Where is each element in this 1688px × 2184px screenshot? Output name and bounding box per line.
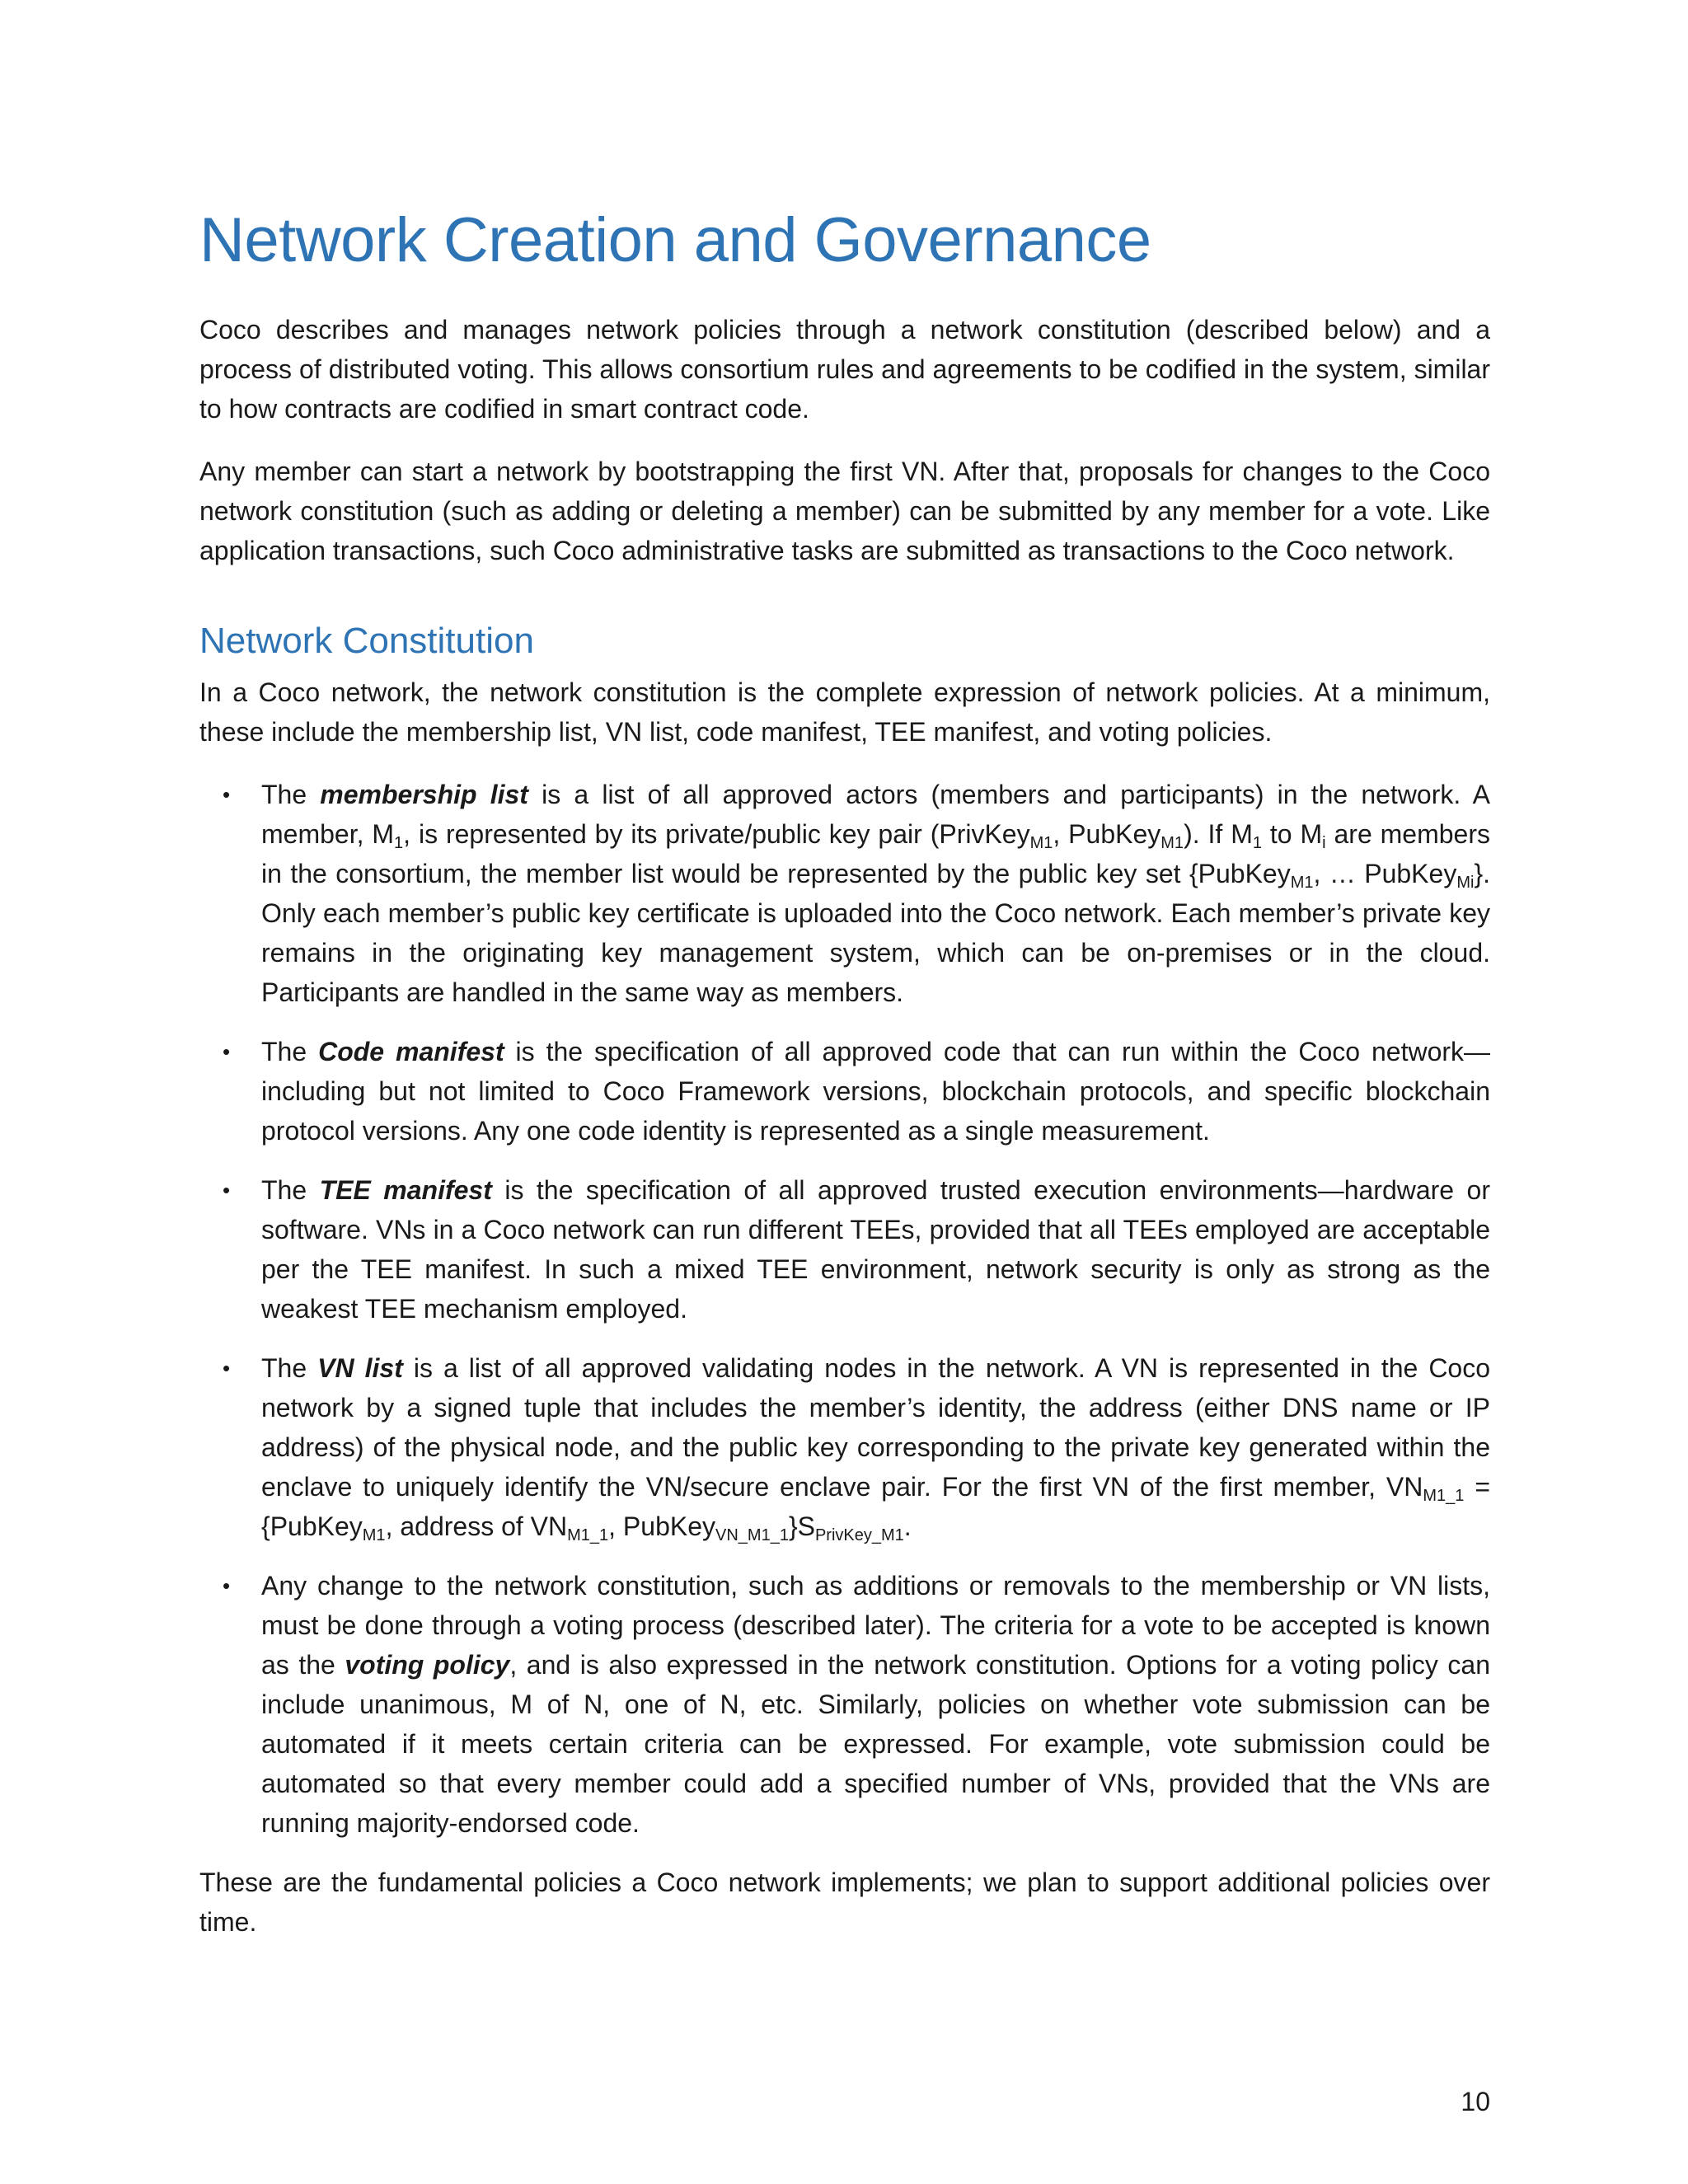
page-title: Network Creation and Governance — [199, 205, 1151, 275]
term-voting-policy: voting policy — [345, 1649, 510, 1680]
closing-paragraph: These are the fundamental policies a Coco network implements; we plan to support additional policies over time. — [199, 1867, 1490, 1937]
term-code-manifest: Code manifest — [318, 1036, 504, 1066]
bullet-icon: • — [223, 1572, 231, 1598]
bullet-icon: • — [223, 781, 231, 807]
term-vn-list: VN list — [317, 1352, 403, 1383]
list-item-code-manifest: • The Code manifest is the specification of all approved code that can run within the Coco network—including but not limited to Coco Framework versions, blockchain protocols, and specific blockchain protocol versions. Any one code identity is represented as a single measurement. — [199, 1032, 1490, 1151]
term-membership-list: membership list — [320, 779, 528, 809]
section-heading: Network Constitution — [199, 620, 534, 661]
policy-list — [199, 775, 1490, 1843]
list-item-voting-policy: • Any change to the network constitution, such as additions or removals to the membership or VN lists, must be done through a voting process (described later). The criteria for a vote to be accepted is known as the voting policy, and is also expressed in the network constitution. Options for a voting policy can include unanimous, M of N, one of N, etc. Similarly, policies on whether vote submission can be automated if it meets certain criteria can be expressed. For example, vote submission could be automated so that every member could add a specified number of VNs, provided that the VNs are running majority-endorsed code. — [199, 1566, 1490, 1843]
document-page — [199, 206, 1490, 1965]
intro-paragraph-2: Any member can start a network by bootstrapping the first VN. After that, proposals for changes to the Coco network constitution (such as adding or deleting a member) can be submitted by any member for a vote. Like application transactions, such Coco administrative tasks are submitted as transactions to the Coco network. — [199, 456, 1490, 565]
bullet-icon: • — [223, 1177, 231, 1202]
page-number: 10 — [1461, 2087, 1490, 2116]
bullet-icon: • — [223, 1038, 231, 1064]
bullet-icon: • — [223, 1355, 231, 1380]
list-item-membership: • The membership list is a list of all approved actors (members and participants) in the network. A member, $M_1$, is represented by its private/public key pair (PrivKey$_{M1}$, PubKey$_{M1}$). If $M_1$ to $M_i$ are members in the consortium, the member list would be represented by the public key set {PubKey$_{M1}$, … PubKey$_{Mi}$}. Only each member’s public key certificate is uploaded into the Coco network. Each member’s private key remains in the originating key management system, which can be on-premises or in the cloud. Participants are handled in the same way as members. — [199, 775, 1490, 1012]
term-tee-manifest: TEE manifest — [319, 1174, 492, 1205]
list-item-vn-list: • The VN list is a list of all approved validating nodes in the network. A VN is represented in the Coco network by a signed tuple that includes the member’s identity, the address (either DNS name or IP address) of the physical node, and the public key corresponding to the private key generated within the enclave to uniquely identify the VN/secure enclave pair. For the first VN of the first member, $VN_{M1\_1}$ = {PubKey$_{M1}$, address of $VN_{M1\_1}$, $PubKey_{VN\_M1\_1}\}S_{PrivKey\_M1}$. — [199, 1348, 1490, 1546]
section-lead-paragraph: In a Coco network, the network constitution is the complete expression of network policies. At a minimum, these include the membership list, VN list, code manifest, TEE manifest, and voting policies. — [199, 677, 1490, 747]
list-item-tee-manifest: • The TEE manifest is the specification of all approved trusted execution environments—hardware or software. VNs in a Coco network can run different TEEs, provided that all TEEs employed are acceptable per the TEE manifest. In such a mixed TEE environment, network security is only as strong as the weakest TEE mechanism employed. — [199, 1170, 1490, 1329]
intro-paragraph-1: Coco describes and manages network policies through a network constitution (described below) and a process of distributed voting. This allows consortium rules and agreements to be codified in the system, similar to how contracts are codified in smart contract code. — [199, 314, 1490, 424]
